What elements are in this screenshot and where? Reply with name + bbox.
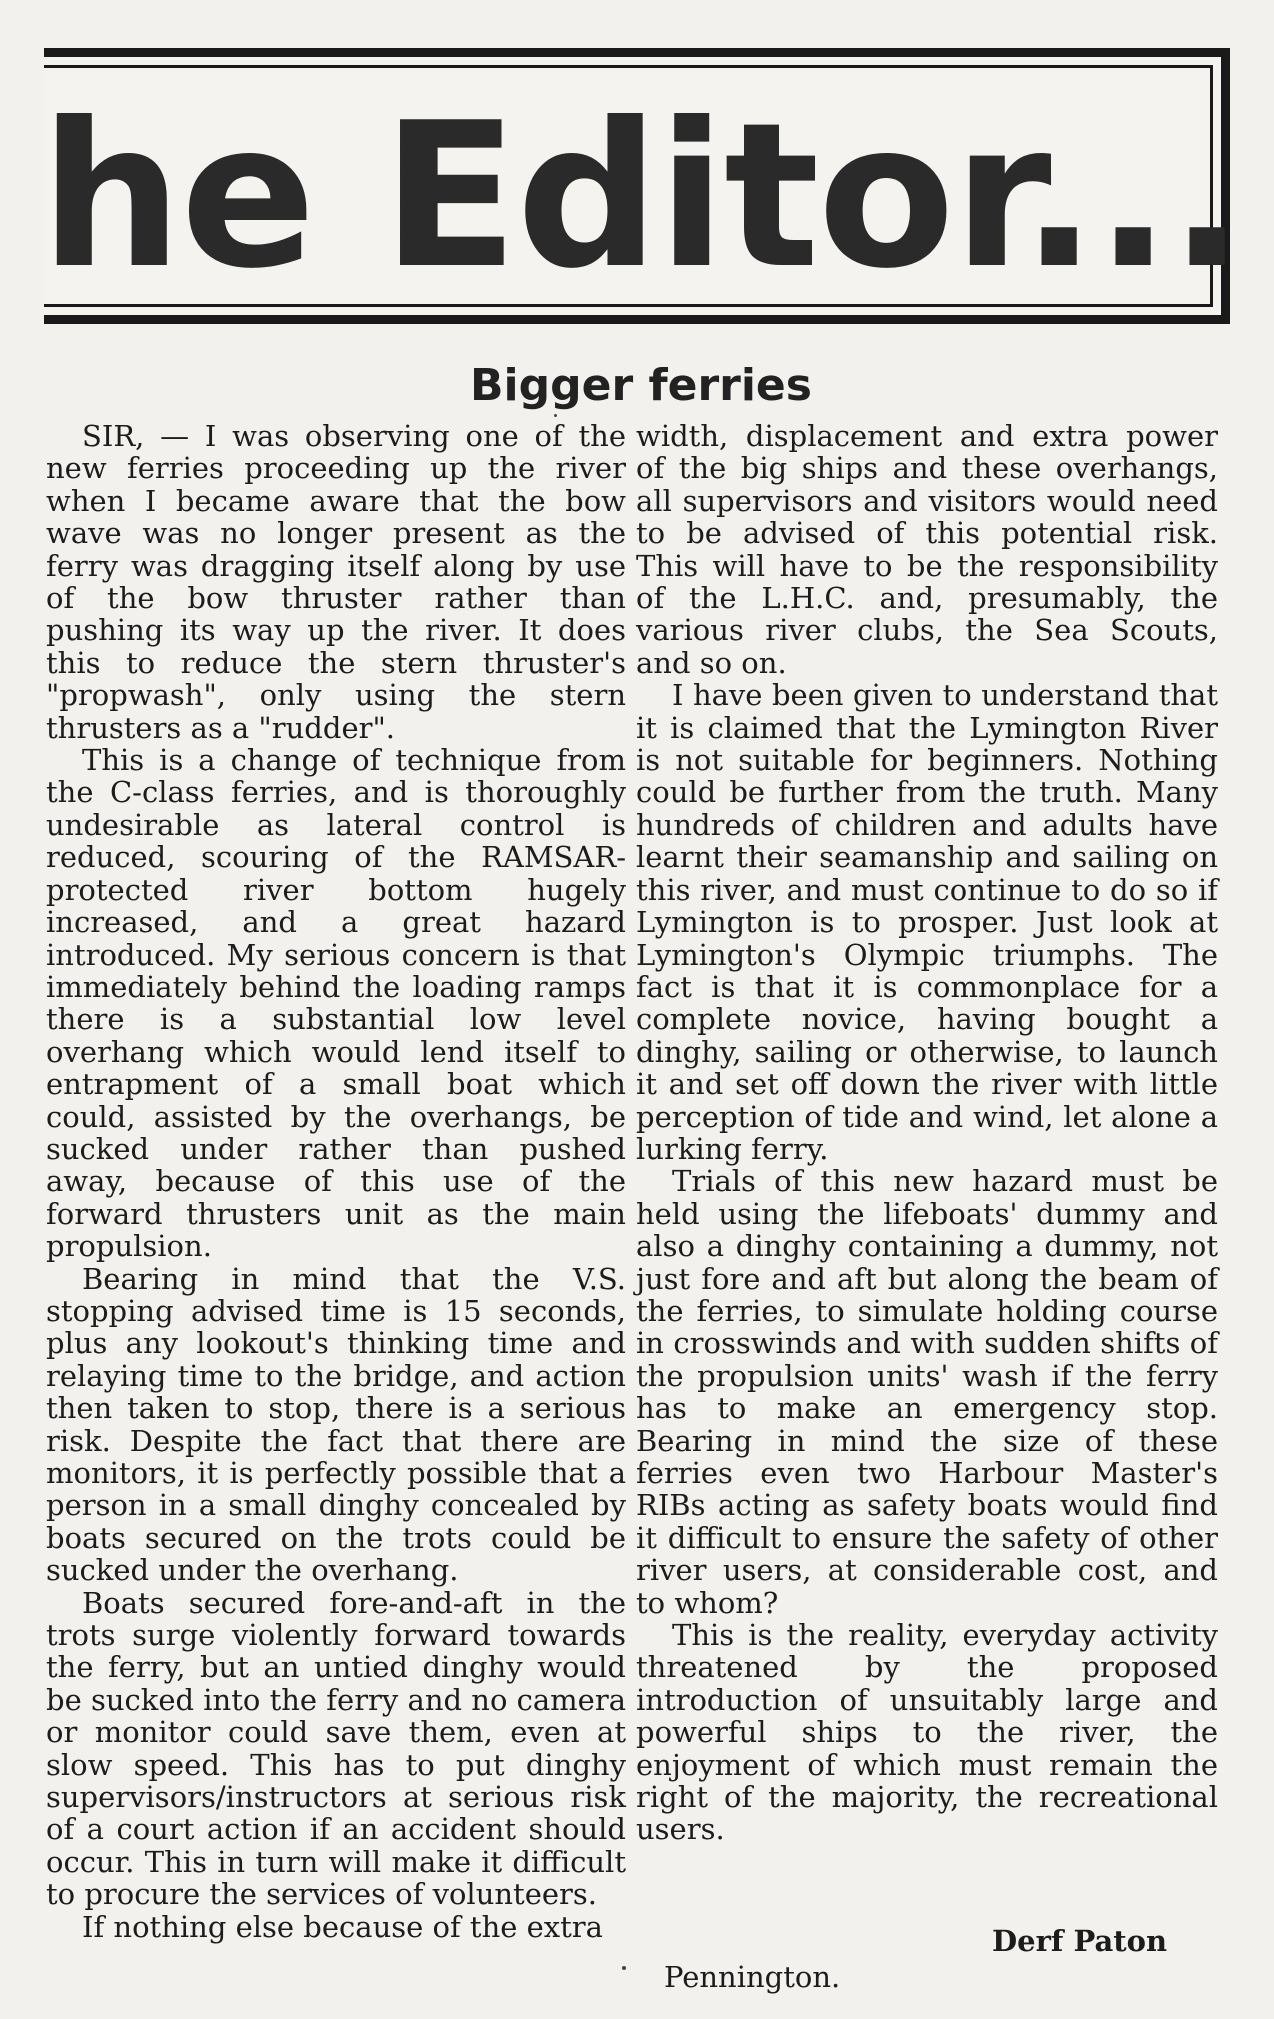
print-speck <box>554 414 557 417</box>
letter-paragraph: This is the reality, everyday activity threatened by the proposed introduction of unsuitably large and powerful ships to the river, the enjoyment of which must remain the right of the majority, the recreational users. <box>636 1618 1218 1847</box>
letter-headline: Bigger ferries <box>470 360 812 411</box>
letter-column-right <box>636 420 1218 1846</box>
letter-paragraph: Boats secured fore-and-aft in the trots surge violently forward towards the ferry, but an untied dinghy would be sucked into the ferry and no camera or monitor could save them, even at slow speed. This has to put dinghy supervisors/instructors at serious risk of a court action if an accident should occur. This in turn will make it difficult to procure the services of volunteers. <box>46 1585 626 1912</box>
signature-place: Pennington. <box>664 1960 841 1994</box>
letter-paragraph: This is a change of technique from the C-class ferries, and is thoroughly undesirable as lateral control is reduced, scouring of the RAMSAR-protected river bottom hugely increased, and a great hazard introduced. My serious concern is that immediately behind the loading ramps there is a substantial low level overhang which would lend itself to entrapment of a small boat which could, assisted by the overhangs, be sucked under rather than pushed away, because of this use of the forward thrusters unit as the main propulsion. <box>46 743 626 1264</box>
signature-name: Derf Paton <box>992 1924 1168 1958</box>
letter-paragraph: width, displacement and extra power of the big ships and these overhangs, all supervisors and visitors would need to be advised of this potential risk. This will have to be the responsibility of the L.H.C. and, presumably, the various river clubs, the Sea Scouts, and so on. <box>636 419 1218 680</box>
print-speck <box>622 1966 626 1970</box>
letter-paragraph: If nothing else because of the extra <box>82 1909 603 1944</box>
masthead-title: he Editor... <box>40 80 1244 313</box>
letter-paragraph: SIR, — I was observing one of the new ferries proceeding up the river when I became aware that the bow wave was no longer present as the ferry was dragging itself along by use of the bow thruster rather than pushing its way up the river. It does this to reduce the stern thruster's "propwash", only using the stern thrusters as a "rudder". <box>46 419 626 745</box>
letter-paragraph: Trials of this new hazard must be held using the lifeboats' dummy and also a dinghy containing a dummy, not just fore and aft but along the beam of the ferries, to simulate holding course in crosswinds and with sudden shifts of the propulsion units' wash if the ferry has to make an emergency stop. Bearing in mind the size of these ferries even two Harbour Master's RIBs acting as safety boats would find it difficult to ensure the safety of other river users, at considerable cost, and to whom? <box>636 1164 1218 1620</box>
letter-paragraph: I have been given to understand that it is claimed that the Lymington River is not suitable for beginners. Nothing could be further from the truth. Many hundreds of children and adults have learnt their seamanship and sailing on this river, and must continue to do so if Lymington is to prosper. Just look at Lymington's Olympic triumphs. The fact is that it is commonplace for a complete novice, having bought a dinghy, sailing or otherwise, to launch it and set off down the river with little perception of tide and wind, let alone a lurking ferry. <box>636 678 1218 1166</box>
masthead-banner <box>40 48 1244 324</box>
letter-column-left <box>46 420 626 1943</box>
letter-paragraph: Bearing in mind that the V.S. stopping advised time is 15 seconds, plus any lookout's thinking time and relaying time to the bridge, and action then taken to stop, there is a serious risk. Despite the fact that there are monitors, it is perfectly possible that a person in a small dinghy concealed by boats secured on the trots could be sucked under the overhang. <box>46 1261 626 1588</box>
